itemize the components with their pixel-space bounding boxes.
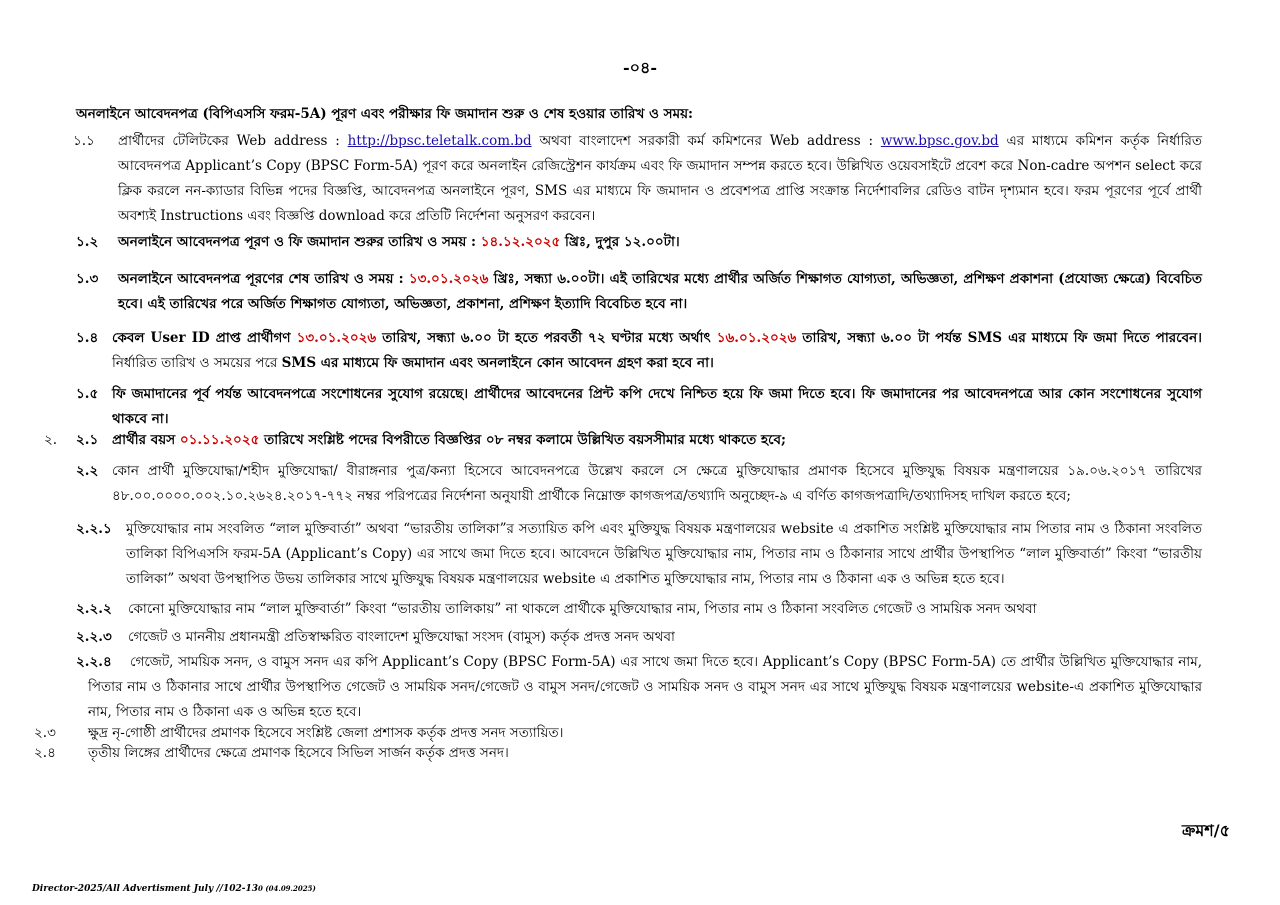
sms-start-date: ১৩.০১.২০২৬ — [296, 330, 377, 346]
item-2-2-1: মুক্তিযোদ্ধার নাম সংবলিত “লাল মুক্তিবার্তা” অথবা “ভারতীয় তালিকা”র সত্যায়িত কপি এবং মুক্তিযুদ্ধ বিষয়ক মন্ত্রণালয়ের website এ প্রকাশিত সংশ্লিষ্ট মুক্তিযোদ্ধার নাম পিতার নাম ও ঠিকানা সংবলিত তালিকা বিপিএসসি ফরম-5A (Applicant’s Copy) এর সাথে জমা দিতে হবে। আবেদনে উল্লিখিত মুক্তিযোদ্ধার নাম, পিতার নাম ও ঠিকানার সাথে প্রার্থীর উপস্থাপিত “লাল মুক্তিবার্তা” কিংবা “ভারতীয় তালিকা” অথবা উপস্থাপিত উভয় তালিকার সাথে মুক্তিযুদ্ধ বিষয়ক মন্ত্রণালয়ের website এ প্রকাশিত মুক্তিযোদ্ধার নাম, পিতার নাম ও ঠিকানা এক ও অভিন্ন হতে হবে। — [126, 521, 1202, 587]
item-number: ১.১ — [73, 133, 95, 149]
item-2-3: ক্ষুদ্র নৃ-গোষ্ঠী প্রার্থীদের প্রমাণক হিসেবে সংশ্লিষ্ট জেলা প্রশাসক কর্তৃক প্রদত্ত সনদ সত্যায়িত। — [88, 725, 564, 741]
item-number: ১.২ — [76, 234, 99, 250]
bpsc-link[interactable]: www.bpsc.gov.bd — [880, 133, 999, 149]
item-number: ১.৪ — [76, 330, 99, 346]
item-2-4: তৃতীয় লিঙ্গের প্রার্থীদের ক্ষেত্রে প্রমাণক হিসেবে সিভিল সার্জন কর্তৃক প্রদত্ত সনদ। — [88, 745, 509, 761]
item-number: ১.৩ — [76, 271, 99, 287]
section-number: ২. — [44, 432, 58, 448]
footer-reference: Director-2025/All Advertisment July //102-130 (04.09.2025) — [32, 884, 316, 894]
item-number: ২.২.৪ — [76, 654, 112, 670]
item-1-5: ফি জমাদানের পূর্ব পর্যন্ত আবেদনপত্রে সংশোধনের সুযোগ রয়েছে। প্রার্থীদের আবেদনের প্রিন্ট কপি দেখে নিশ্চিত হয়ে ফি জমা দিতে হবে। ফি জমাদানের পর আবেদনপত্রে আর কোন সংশোধনের সুযোগ থাকবে না। — [112, 386, 1202, 427]
item-number: ১.৫ — [76, 386, 99, 402]
item-2-2-2: কোনো মুক্তিযোদ্ধার নাম “লাল মুক্তিবার্তা” কিংবা “ভারতীয় তালিকায়” না থাকলে প্রার্থীকে মুক্তিযোদ্ধার নাম, পিতার নাম ও ঠিকানা সংবলিত গেজেট ও সাময়িক সনদ অথবা — [128, 601, 1037, 617]
sms-end-date: ১৬.০১.২০২৬ — [716, 330, 797, 346]
item-number: ২.৪ — [34, 745, 56, 761]
item-number: ২.১ — [76, 432, 99, 448]
item-number: ২.২.১ — [76, 521, 112, 537]
end-date: ১৩.০১.২০২৬ — [408, 271, 489, 287]
item-number: ২.২.২ — [76, 601, 112, 617]
age-date: ০১.১১.২০২৫ — [179, 432, 260, 448]
item-2-2-4: গেজেট, সাময়িক সনদ, ও বামুস সনদ এর কপি Applicant’s Copy (BPSC Form-5A) এর সাথে জমা দিতে হবে। Applicant’s Copy (BPSC Form-5A) তে প্রার্থীর উল্লিখিত মুক্তিযোদ্ধার নাম, পিতার নাম ও ঠিকানার সাথে প্রার্থীর উপস্থাপিত গেজেট ও সাময়িক সনদ/গেজেট ও বামুস সনদ/গেজেট ও সাময়িক সনদ ও বামুস সনদ এর সাথে মুক্তিযুদ্ধ বিষয়ক মন্ত্রণালয়ের website-এ প্রকাশিত মুক্তিযোদ্ধার নাম, পিতার নাম ও ঠিকানা এক ও অভিন্ন হতে হবে। — [88, 654, 1202, 720]
item-number: ২.২ — [76, 463, 99, 479]
item-1-2: অনলাইনে আবেদনপত্র পূরণ ও ফি জমাদান শুরুর তারিখ ও সময় : ১৪.১২.২০২৫ খ্রিঃ, দুপুর ১২.০০টা। — [118, 234, 680, 250]
start-date: ১৪.১২.২০২৫ — [480, 234, 561, 250]
page-number: -০৪- — [622, 58, 658, 77]
continued-marker: ক্রমশ/৫ — [1182, 821, 1230, 840]
section-heading: অনলাইনে আবেদনপত্র (বিপিএসসি ফরম-5A) পূরণ এবং পরীক্ষার ফি জমাদান শুরু ও শেষ হওয়ার তারিখ ও সময়: — [76, 106, 694, 122]
item-1-1: প্রার্থীদের টেলিটকের Web address : http://bpsc.teletalk.com.bd অথবা বাংলাদেশ সরকারী কর্ম কমিশনের Web address : www.bpsc.gov.bd এর মাধ্যমে কমিশন কর্তৃক নির্ধারিত আবেদনপত্র Applicant’s Copy (BPSC Form-5A) পূরণ করে অনলাইন রেজিস্ট্রেশন কার্যক্রম এবং ফি জমাদান সম্পন্ন করতে হবে। উল্লিখিত ওয়েবসাইটে প্রবেশ করে Non-cadre অপশন select করে ক্লিক করলে নন-ক্যাডার বিভিন্ন পদের বিজ্ঞপ্তি, আবেদনপত্র অনলাইনে পূরণ, SMS এর মাধ্যমে ফি জমাদান ও প্রবেশপত্র প্রাপ্তি সংক্রান্ত নির্দেশাবলির রেডিও বাটন দৃশ্যমান হবে। ফরম পূরণের পূর্বে প্রার্থী অবশ্যই Instructions এবং বিজ্ঞপ্তি download করে প্রতিটি নির্দেশনা অনুসরণ করবেন। — [118, 133, 1202, 224]
item-2-2-3: গেজেট ও মাননীয় প্রধানমন্ত্রী প্রতিস্বাক্ষরিত বাংলাদেশ মুক্তিযোদ্ধা সংসদ (বামুস) কর্তৃক প্রদত্ত সনদ অথবা — [128, 629, 675, 645]
item-1-3: অনলাইনে আবেদনপত্র পূরণের শেষ তারিখ ও সময় : ১৩.০১.২০২৬ খ্রিঃ, সন্ধ্যা ৬.০০টা। এই তারিখের মধ্যে প্রার্থীর অর্জিত শিক্ষাগত যোগ্যতা, অভিজ্ঞতা, প্রশিক্ষণ প্রকাশনা (প্রযোজ্য ক্ষেত্রে) বিবেচিত হবে। এই তারিখের পরে অর্জিত শিক্ষাগত যোগ্যতা, অভিজ্ঞতা, প্রকাশনা, প্রশিক্ষণ ইত্যাদি বিবেচিত হবে না। — [118, 271, 1202, 312]
item-number: ২.২.৩ — [76, 629, 112, 645]
item-1-4: কেবল User ID প্রাপ্ত প্রার্থীগণ ১৩.০১.২০২৬ তারিখ, সন্ধ্যা ৬.০০ টা হতে পরবর্তী ৭২ ঘণ্টার মধ্যে অর্থাৎ ১৬.০১.২০২৬ তারিখ, সন্ধ্যা ৬.০০ টা পর্যন্ত SMS এর মাধ্যমে ফি জমা দিতে পারবেন। নির্ধারিত তারিখ ও সময়ের পরে SMS এর মাধ্যমে ফি জমাদান এবং অনলাইনে কোন আবেদন গ্রহণ করা হবে না। — [112, 330, 1203, 371]
item-2-2: কোন প্রার্থী মুক্তিযোদ্ধা/শহীদ মুক্তিযোদ্ধা/ বীরাঙ্গনার পুত্র/কন্যা হিসেবে আবেদনপত্রে উল্লেখ করলে সে ক্ষেত্রে মুক্তিযোদ্ধার প্রমাণক হিসেবে মুক্তিযুদ্ধ বিষয়ক মন্ত্রণালয়ের ১৯.০৬.২০১৭ তারিখের ৪৮.০০.০০০০.০০২.১০.২৬২৪.২০১৭-৭৭২ নম্বর পরিপত্রের নির্দেশনা অনুযায়ী প্রার্থীকে নিম্নোক্ত কাগজপত্র/তথ্যাদি অনুচ্ছেদ-৯ এ বর্ণিত কাগজপত্রাদি/তথ্যাদিসহ দাখিল করতে হবে; — [112, 463, 1202, 504]
item-number: ২.৩ — [34, 725, 56, 741]
teletalk-link[interactable]: http://bpsc.teletalk.com.bd — [347, 133, 532, 149]
item-2-1: প্রার্থীর বয়স ০১.১১.২০২৫ তারিখে সংশ্লিষ্ট পদের বিপরীতে বিজ্ঞপ্তির ০৮ নম্বর কলামে উল্লিখিত বয়সসীমার মধ্যে থাকতে হবে; — [112, 432, 786, 448]
